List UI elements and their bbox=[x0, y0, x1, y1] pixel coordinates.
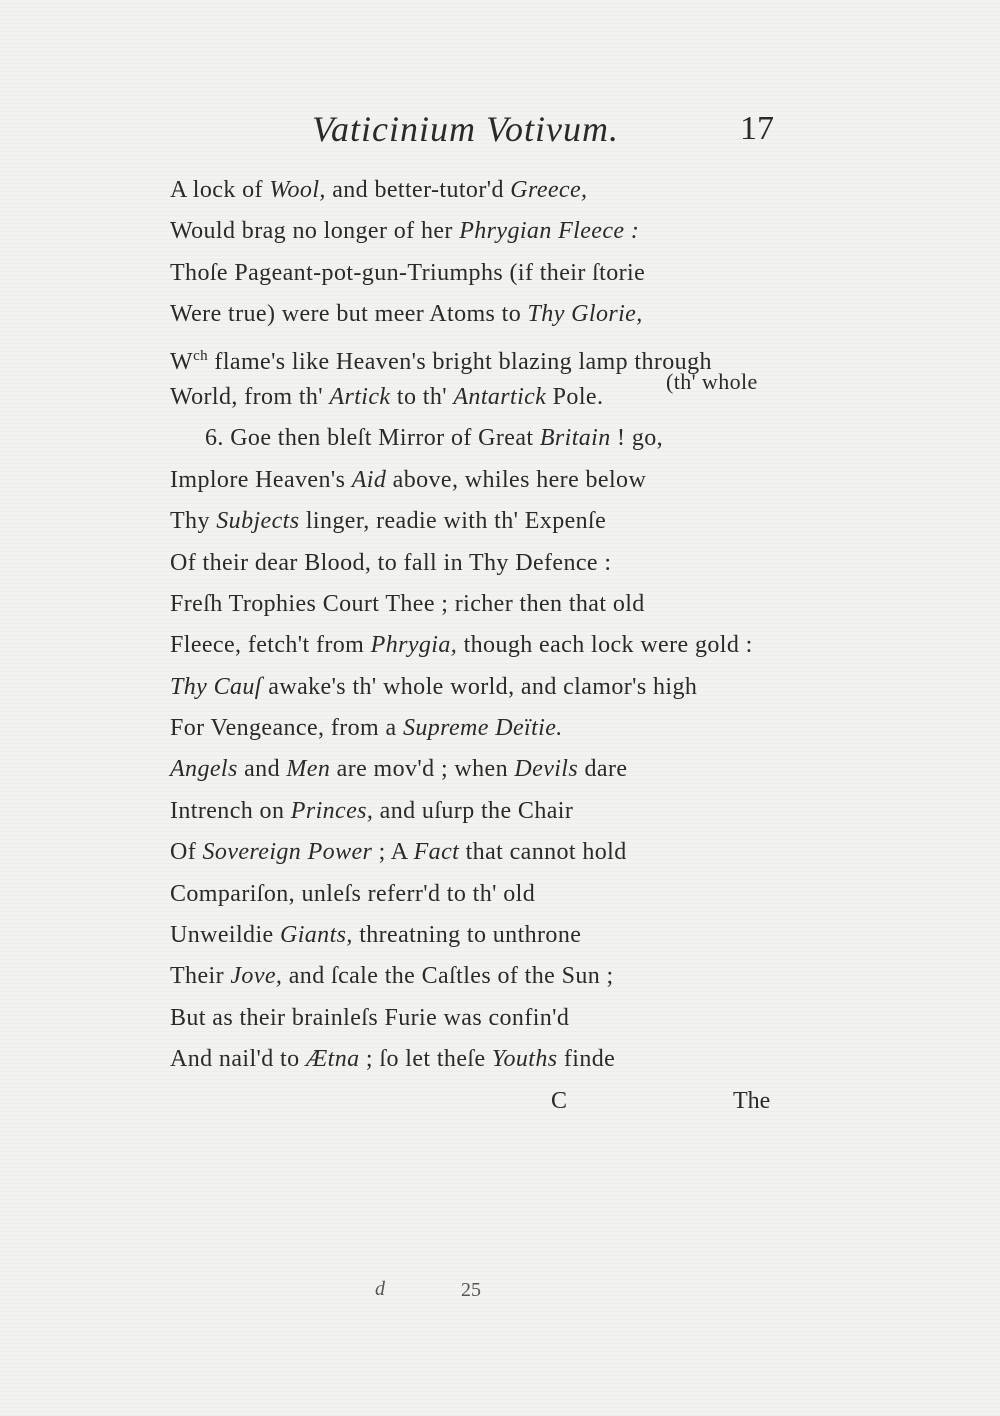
verse-segment: Angels bbox=[170, 756, 238, 783]
signature-mark: C bbox=[551, 1088, 568, 1114]
verse-segment: World, from th' bbox=[170, 383, 330, 410]
verse-segment: Artick bbox=[329, 383, 391, 410]
poem-text bbox=[170, 170, 810, 1081]
verse-segment: Phrygian Fleece : bbox=[459, 218, 640, 245]
verse-line bbox=[170, 294, 810, 335]
verse-segment: Were true) were but meer Atoms to bbox=[170, 301, 528, 328]
verse-line bbox=[170, 170, 810, 211]
verse-segment: above, whiles here below bbox=[386, 466, 647, 493]
verse-segment: though each lock were gold : bbox=[457, 632, 753, 659]
verse-segment: Antartick bbox=[453, 383, 547, 410]
footer-mark: d bbox=[375, 1278, 385, 1300]
verse-segment: Of bbox=[170, 839, 203, 866]
verse-segment: and better-tutor'd bbox=[325, 177, 511, 203]
verse-segment: Greece, bbox=[510, 177, 588, 203]
page-number: 17 bbox=[740, 110, 774, 147]
verse-line bbox=[170, 211, 810, 252]
verse-line bbox=[170, 998, 810, 1039]
verse-segment: dare bbox=[578, 756, 628, 783]
verse-segment: Implore Heaven's bbox=[170, 466, 352, 493]
verse-segment: flame's like Heaven's bright blazing lamp through bbox=[208, 348, 712, 375]
verse-segment: Subjects bbox=[216, 508, 300, 535]
verse-line bbox=[170, 625, 810, 666]
verse-segment: Ætna bbox=[305, 1046, 360, 1073]
verse-segment: Wool, bbox=[269, 177, 326, 203]
verse-segment: Youths bbox=[491, 1046, 558, 1073]
verse-line bbox=[170, 584, 810, 625]
verse-line bbox=[170, 501, 810, 542]
verse-segment: Unweildie bbox=[170, 922, 280, 949]
verse-segment: Pole. bbox=[546, 383, 604, 410]
verse-line bbox=[170, 543, 810, 584]
verse-line bbox=[170, 368, 810, 418]
verse-line bbox=[170, 874, 810, 915]
verse-segment: finde bbox=[557, 1046, 616, 1073]
verse-segment: Men bbox=[286, 756, 331, 783]
running-title: Vaticinium Votivum. bbox=[312, 109, 619, 149]
verse-segment: awake's th' whole world, and clamor's high bbox=[261, 673, 698, 700]
verse-segment: Freſh Trophies Court Thee ; richer then that old bbox=[170, 590, 645, 617]
verse-line bbox=[170, 667, 810, 708]
verse-segment: are mov'd ; when bbox=[330, 756, 515, 783]
footer-number: 25 bbox=[461, 1279, 481, 1301]
verse-segment: ; A bbox=[372, 839, 414, 866]
verse-segment: Princes, bbox=[290, 797, 374, 824]
verse-segment: Of their dear Blood, to fall in Thy Defence : bbox=[170, 549, 612, 576]
verse-segment: Britain bbox=[539, 425, 611, 452]
verse-line bbox=[170, 956, 810, 997]
verse-line bbox=[170, 1039, 810, 1080]
verse-segment: Supreme Deïtie. bbox=[402, 715, 563, 742]
verse-segment: For Vengeance, from a bbox=[170, 715, 403, 742]
verse-segment: Thy bbox=[170, 508, 217, 535]
verse-segment: linger, readie with th' Expenſe bbox=[299, 508, 607, 535]
verse-segment: that cannot hold bbox=[459, 839, 627, 866]
verse-segment: ! go, bbox=[610, 425, 664, 452]
verse-line bbox=[170, 418, 810, 459]
verse-line bbox=[170, 749, 810, 790]
verse-segment: Devils bbox=[514, 756, 579, 783]
verse-segment: ; ſo let theſe bbox=[359, 1046, 492, 1073]
verse-line bbox=[170, 460, 810, 501]
verse-segment: A lock of bbox=[170, 177, 270, 203]
verse-segment: and bbox=[237, 756, 287, 783]
verse-segment: Sovereign Power bbox=[202, 839, 373, 866]
verse-segment: Compariſon, unleſs referr'd to th' old bbox=[170, 880, 536, 907]
verse-line bbox=[170, 832, 810, 873]
verse-segment: Thoſe Pageant-pot-gun-Triumphs (if their ſtorie bbox=[170, 259, 646, 286]
verse-segment: Fact bbox=[413, 839, 460, 866]
verse-line bbox=[170, 253, 810, 294]
verse-segment: 6. Goe then bleſt Mirror of Great bbox=[205, 425, 540, 452]
verse-segment: Their bbox=[170, 963, 231, 990]
verse-segment: But as their brainleſs Furie was confin'd bbox=[170, 1004, 570, 1031]
verse-segment: Giants, bbox=[279, 922, 353, 949]
verse-segment: Thy Cauſ bbox=[170, 673, 262, 700]
verse-segment: And nail'd to bbox=[170, 1046, 306, 1073]
verse-line bbox=[170, 791, 810, 832]
verse-segment: to th' bbox=[390, 383, 454, 410]
verse-segment: ch bbox=[193, 347, 209, 364]
verse-segment: Aid bbox=[351, 466, 387, 493]
verse-line bbox=[170, 708, 810, 749]
turnover-text: (th' whole bbox=[666, 368, 758, 394]
verse-segment: and uſurp the Chair bbox=[373, 797, 574, 824]
verse-segment: Fleece, fetch't from bbox=[170, 632, 371, 659]
catchword: The bbox=[733, 1088, 771, 1114]
verse-segment: Thy Glorie, bbox=[527, 301, 643, 328]
verse-segment: Phrygia, bbox=[370, 632, 458, 659]
verse-segment: Jove, bbox=[230, 963, 283, 990]
verse-segment: and ſcale the Caſtles of the Sun ; bbox=[282, 963, 614, 990]
verse-segment: Intrench on bbox=[170, 797, 291, 824]
verse-segment: W bbox=[170, 348, 194, 375]
verse-segment: threatning to unthrone bbox=[352, 922, 582, 949]
verse-segment: Would brag no longer of her bbox=[170, 218, 460, 245]
verse-line bbox=[170, 915, 810, 956]
